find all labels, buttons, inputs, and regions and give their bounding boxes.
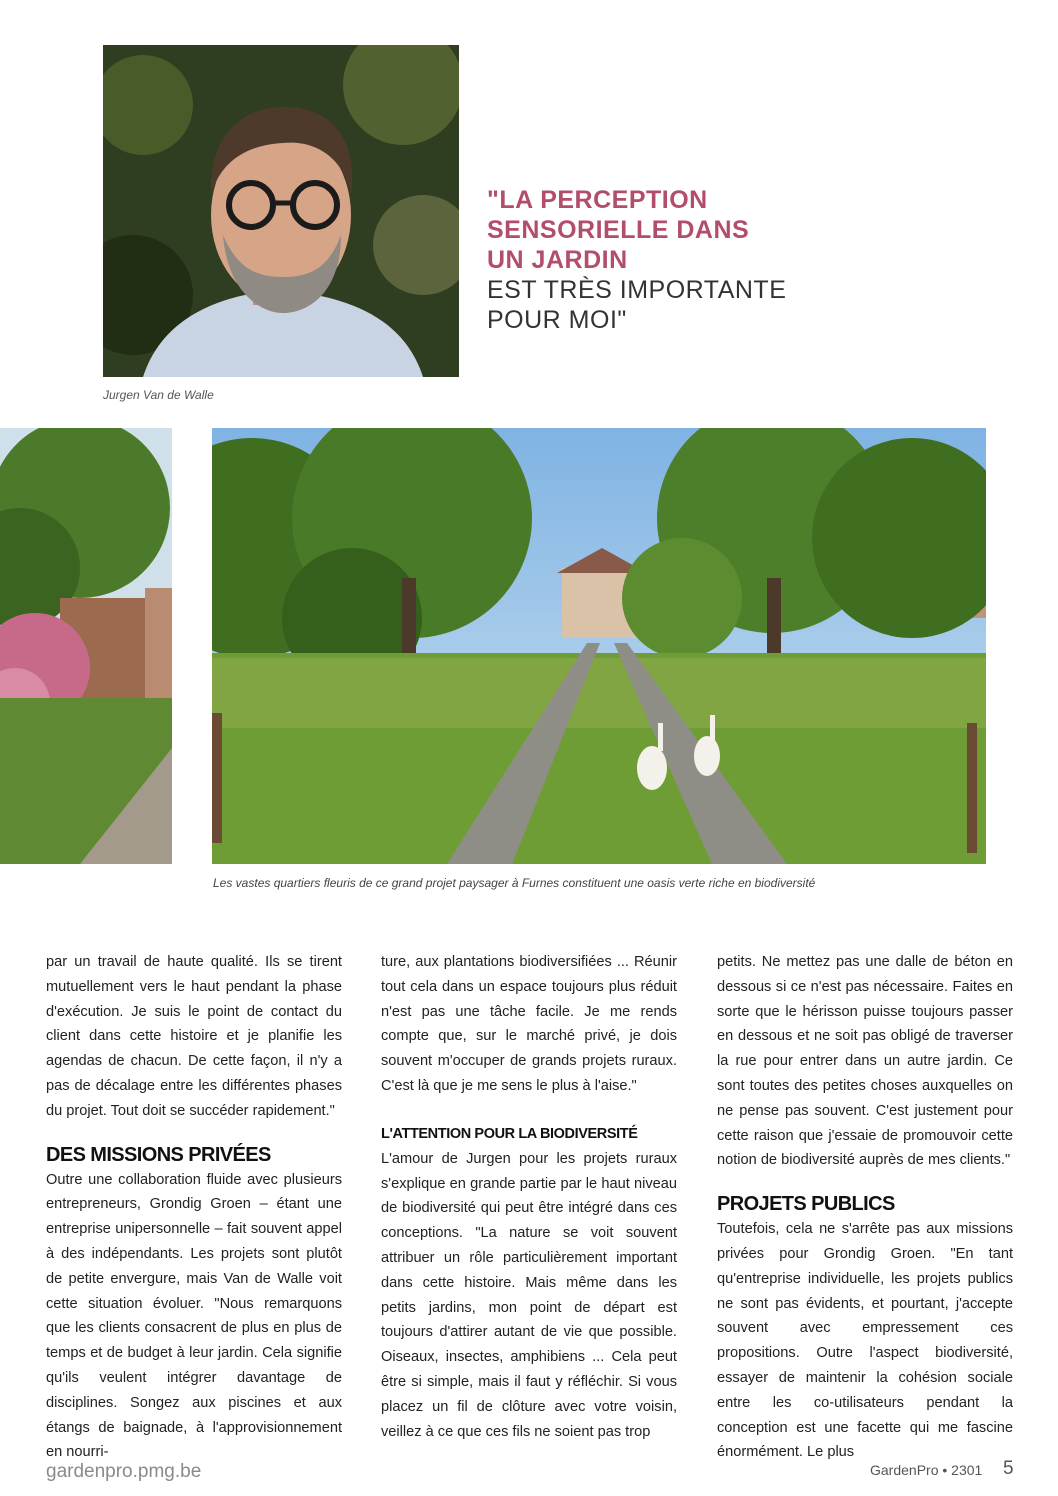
photo-caption: Les vastes quartiers fleuris de ce grand projet paysager à Furnes constituent une oasis verte riche en biodiversité (213, 876, 816, 890)
article-column-1 (46, 950, 342, 1465)
garden-photo-main (212, 428, 986, 864)
paragraph: Toutefois, cela ne s'arrête pas aux missions privées pour Grondig Groen. "En tant qu'entreprise individuelle, les projets publics ne sont pas évidents, et pourtant, j'accepte souvent avec empressement ces propositions. Outre l'aspect biodiversité, essayer de maintenir la cohésion sociale entre les co-utilisateurs pendant la conception est une facette qui me fascine énormément. Le plus (717, 1221, 1013, 1461)
portrait-caption: Jurgen Van de Walle (103, 388, 214, 402)
quote-line: EST TRÈS IMPORTANTE (487, 276, 787, 304)
footer-magazine-issue: GardenPro • 2301 (870, 1462, 983, 1478)
section-subheading: L'ATTENTION POUR LA BIODIVERSITÉ (381, 1125, 638, 1142)
article-column-2 (381, 950, 677, 1444)
paragraph: par un travail de haute qualité. Ils se tirent mutuellement vers le haut pendant la phase d'exécution. Je suis le point de contact du client dans cette histoire et je planifie les agendas de chacun. De cette façon, il n'y a pas de décalage entre les différentes phases du projet. Tout doit se succéder rapidement." (46, 954, 342, 1119)
paragraph: Outre une collaboration fluide avec plusieurs entrepreneurs, Grondig Groen – étant une entreprise unipersonnelle – fait souvent appel à des indépendants. Les projets sont plutôt de petite envergure, mais Van de Walle voit cette situation évoluer. "Nous remarquons que les clients consacrent de plus en plus de temps et de budget à leur jardin. Cela signifie qu'ils veulent intégrer davantage de disciplines. Songez aux piscines et aux étangs de baignade, à l'approvisionnement en nourri- (46, 1171, 342, 1461)
section-heading: DES MISSIONS PRIVÉES (46, 1143, 271, 1166)
pull-quote (487, 185, 817, 335)
paragraph: petits. Ne mettez pas une dalle de béton en dessous si ce n'est pas nécessaire. Faites en sorte que le hérisson puisse toujours passer en dessous et ne soit pas obligé de traverser la rue pour entrer dans un autre jardin. Ce sont toutes des petites choses auxquelles on ne pense pas souvent. C'est justement pour cette raison que j'essaie de promouvoir cette notion de biodiversité auprès de mes clients." (717, 954, 1013, 1169)
paragraph: ture, aux plantations biodiversifiées ... Réunir tout cela dans un espace toujours plus réduit n'est pas une tâche facile. Je me rends compte que, sur le marché privé, je dois souvent m'occuper de grands projets ruraux. C'est là que je me sens le plus à l'aise." (381, 954, 677, 1094)
footer-website-link[interactable]: gardenpro.pmg.be (46, 1461, 202, 1482)
paragraph: L'amour de Jurgen pour les projets ruraux s'explique en grande partie par le haut niveau de biodiversité qui peut être intégré dans ces conceptions. "La nature se voit souvent attribuer un rôle particulièrement important dans cette histoire. Mais même dans les petits jardins, mon point de départ est toujours d'attirer autant de vie que possible. Oiseaux, insectes, amphibiens ... Cela peut être si simple, mais il faut y réfléchir. Si vous placez un fil de clôture avec votre voisin, veillez à ce que ces fils ne soient pas trop (381, 1150, 677, 1440)
garden-photo-left (0, 428, 172, 864)
quote-highlight-line: UN JARDIN (487, 246, 628, 274)
page-number: 5 (1003, 1458, 1014, 1479)
portrait-photo (103, 45, 459, 377)
quote-highlight-line: "LA PERCEPTION (487, 186, 708, 214)
quote-line: POUR MOI" (487, 306, 627, 334)
article-column-3 (717, 950, 1013, 1465)
quote-highlight-line: SENSORIELLE DANS (487, 216, 750, 244)
section-heading: PROJETS PUBLICS (717, 1193, 895, 1216)
